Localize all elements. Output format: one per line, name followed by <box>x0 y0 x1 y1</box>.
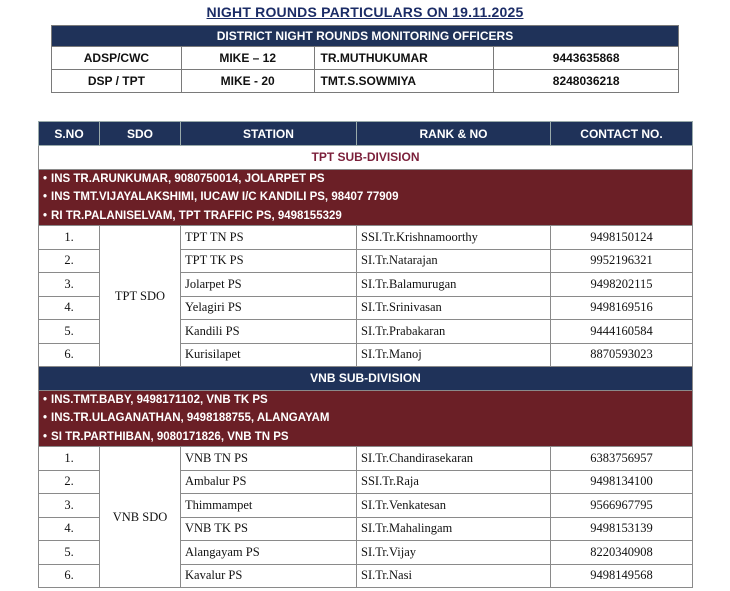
inspector-row <box>39 428 693 447</box>
cell-contact: 9498150124 <box>551 226 693 250</box>
cell-station: TPT TN PS <box>181 226 357 250</box>
table-row <box>39 226 693 250</box>
cell-station: Ambalur PS <box>181 470 357 494</box>
monitoring-officers-table <box>51 25 679 93</box>
cell-rank: SI.Tr.Vijay <box>357 541 551 565</box>
inspector-row <box>39 207 693 226</box>
cell-station: VNB TK PS <box>181 517 357 541</box>
cell-rank: SSI.Tr.Krishnamoorthy <box>357 226 551 250</box>
cell-contact: 8870593023 <box>551 343 693 367</box>
cell-sno: 5. <box>39 541 100 565</box>
cell-station: Kandili PS <box>181 320 357 344</box>
inspector-text: INS.TMT.BABY, 9498171102, VNB TK PS <box>51 393 268 406</box>
cell-rank: SI.Tr.Prabakaran <box>357 320 551 344</box>
officer-mike: MIKE – 12 <box>181 47 314 70</box>
table-header-row <box>39 122 693 146</box>
cell-rank: SI.Tr.Mahalingam <box>357 517 551 541</box>
officer-row <box>52 47 679 70</box>
bullet-icon: • <box>43 393 48 406</box>
subdivision-title: TPT SUB-DIVISION <box>39 146 693 170</box>
cell-station: Kavalur PS <box>181 564 357 588</box>
subdivision-title-row <box>39 367 693 391</box>
inspector-row <box>39 390 693 409</box>
cell-rank: SI.Tr.Chandirasekaran <box>357 447 551 471</box>
cell-station: Kurisilapet <box>181 343 357 367</box>
cell-contact: 9952196321 <box>551 249 693 273</box>
cell-sno: 4. <box>39 296 100 320</box>
cell-sno: 4. <box>39 517 100 541</box>
night-rounds-table <box>38 121 693 588</box>
bullet-icon: • <box>43 430 48 443</box>
cell-station: TPT TK PS <box>181 249 357 273</box>
cell-station: VNB TN PS <box>181 447 357 471</box>
inspector-cell <box>39 390 693 409</box>
cell-sdo: VNB SDO <box>100 447 181 588</box>
cell-rank: SI.Tr.Venkatesan <box>357 494 551 518</box>
cell-sno: 3. <box>39 494 100 518</box>
cell-rank: SI.Tr.Srinivasan <box>357 296 551 320</box>
officer-name: TMT.S.SOWMIYA <box>314 70 494 93</box>
inspector-text: INS TR.ARUNKUMAR, 9080750014, JOLARPET PS <box>51 172 325 185</box>
cell-contact: 9498169516 <box>551 296 693 320</box>
officer-mike: MIKE - 20 <box>181 70 314 93</box>
cell-station: Jolarpet PS <box>181 273 357 297</box>
cell-sno: 6. <box>39 343 100 367</box>
officer-post: DSP / TPT <box>52 70 182 93</box>
officer-phone: 8248036218 <box>494 70 679 93</box>
inspector-cell <box>39 169 693 188</box>
cell-contact: 6383756957 <box>551 447 693 471</box>
cell-sno: 1. <box>39 226 100 250</box>
cell-sno: 1. <box>39 447 100 471</box>
cell-contact: 9566967795 <box>551 494 693 518</box>
cell-contact: 9498134100 <box>551 470 693 494</box>
cell-sno: 2. <box>39 470 100 494</box>
cell-rank: SI.Tr.Manoj <box>357 343 551 367</box>
officers-heading: DISTRICT NIGHT ROUNDS MONITORING OFFICERS <box>52 26 679 47</box>
cell-sdo: TPT SDO <box>100 226 181 367</box>
inspector-cell <box>39 409 693 428</box>
cell-rank: SSI.Tr.Raja <box>357 470 551 494</box>
subdivision-title-row <box>39 146 693 170</box>
inspector-row <box>39 188 693 207</box>
officer-phone: 9443635868 <box>494 47 679 70</box>
subdivision-title: VNB SUB-DIVISION <box>39 367 693 391</box>
table-row <box>39 447 693 471</box>
header-rank: RANK & NO <box>357 122 551 146</box>
inspector-cell <box>39 428 693 447</box>
bullet-icon: • <box>43 412 48 425</box>
inspector-row <box>39 409 693 428</box>
inspector-text: SI TR.PARTHIBAN, 9080171826, VNB TN PS <box>51 430 289 443</box>
cell-rank: SI.Tr.Nasi <box>357 564 551 588</box>
bullet-icon: • <box>43 209 48 222</box>
bullet-icon: • <box>43 191 48 204</box>
cell-sno: 3. <box>39 273 100 297</box>
cell-contact: 8220340908 <box>551 541 693 565</box>
inspector-text: INS TMT.VIJAYALAKSHIMI, IUCAW I/C KANDILI PS, 98407 77909 <box>51 191 399 204</box>
cell-rank: SI.Tr.Balamurugan <box>357 273 551 297</box>
cell-station: Alangayam PS <box>181 541 357 565</box>
cell-rank: SI.Tr.Natarajan <box>357 249 551 273</box>
cell-sno: 6. <box>39 564 100 588</box>
bullet-icon: • <box>43 172 48 185</box>
cell-contact: 9444160584 <box>551 320 693 344</box>
cell-station: Yelagiri PS <box>181 296 357 320</box>
cell-station: Thimmampet <box>181 494 357 518</box>
cell-contact: 9498202115 <box>551 273 693 297</box>
inspector-cell <box>39 188 693 207</box>
inspector-row <box>39 169 693 188</box>
officer-post: ADSP/CWC <box>52 47 182 70</box>
officer-name: TR.MUTHUKUMAR <box>314 47 494 70</box>
header-sdo: SDO <box>100 122 181 146</box>
cell-contact: 9498153139 <box>551 517 693 541</box>
inspector-text: INS.TR.ULAGANATHAN, 9498188755, ALANGAYAM <box>51 412 330 425</box>
page-title: NIGHT ROUNDS PARTICULARS ON 19.11.2025 <box>206 4 524 20</box>
header-contact: CONTACT NO. <box>551 122 693 146</box>
cell-sno: 5. <box>39 320 100 344</box>
officer-row <box>52 70 679 93</box>
inspector-text: RI TR.PALANISELVAM, TPT TRAFFIC PS, 9498155329 <box>51 209 342 222</box>
cell-sno: 2. <box>39 249 100 273</box>
header-sno: S.NO <box>39 122 100 146</box>
header-station: STATION <box>181 122 357 146</box>
cell-contact: 9498149568 <box>551 564 693 588</box>
inspector-cell <box>39 207 693 226</box>
